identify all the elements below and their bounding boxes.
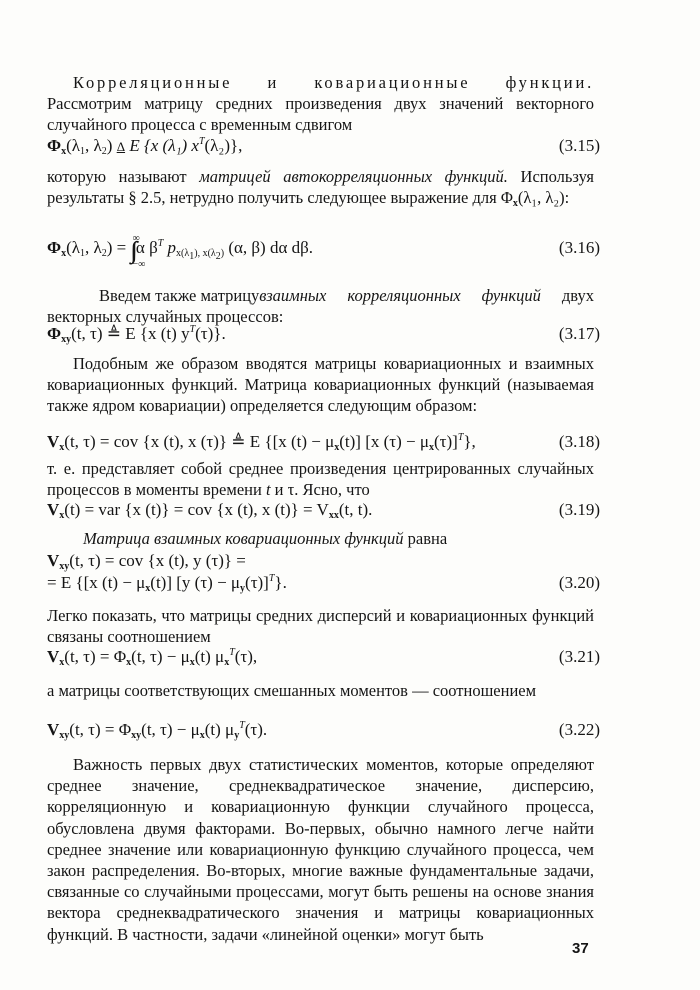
equation-number: (3.21) (558, 647, 600, 666)
equation-body: $\Phi_{xy}(t$, τ) ≜ E {x (t) $y^T(\tau)$}. (47, 324, 226, 345)
paragraph-centered-processes: т. е. представляет собой среднее произведения центрированных случайных процессов в моменты времени t и τ. Ясно, что (47, 459, 594, 500)
equation-3-18 (47, 432, 600, 456)
equation-body: $V_{xy}(t$, τ) = cov {x (t), y (τ)} = (47, 551, 246, 572)
equation-3-15 (47, 136, 600, 160)
term-autocorrelation: матрицей автокорреляционных функций. (199, 167, 508, 186)
equation-3-19 (47, 500, 600, 524)
equation-number: (3.17) (558, 324, 600, 343)
equation-body: = E {[x $(t) - \mu_x(t)$] [y $(\tau) - \mu_y(\tau)]^T$}. (47, 573, 287, 594)
equation-number: (3.18) (558, 432, 600, 451)
equation-body: $\Phi_x(\lambda_1$, $\lambda_2$) = ∫∫ ∞ −∞ α $\beta^T$ $p_{x(\lambda_1), x(\lambda_2)}$ (α, β) dα dβ. (47, 233, 314, 270)
paragraph-covariance-intro (47, 72, 594, 136)
section-heading: Корреляционные и ковариационные функции. (73, 73, 594, 92)
paragraph-relation: Легко показать, что матрицы средних дисперсий и ковариационных функций связаны соотношением (47, 606, 594, 647)
equation-number: (3.20) (558, 573, 600, 592)
equation-number: (3.15) (558, 136, 600, 155)
term-cross-correlation: взаимных корреляционных функций (259, 286, 541, 305)
equation-body: $V_x(t)$ = var {x (t)} = cov {x (t), x $(t)\} = V_{xx}(t$, t). (47, 500, 373, 521)
equation-body: $V_x(t$, $\tau) = \Phi_x(t$, $\tau) - \mu_x(t)$ $\mu_x^T(\tau)$, (47, 647, 258, 668)
equation-number: (3.16) (558, 238, 600, 257)
equation-3-20-line1 (47, 551, 600, 575)
paragraph-mixed-moments: а матрицы соответствующих смешанных моментов — соотношением (47, 681, 537, 700)
equation-number: (3.19) (558, 500, 600, 519)
integral-sign: ∫∫ ∞ −∞ (130, 233, 146, 270)
paragraph-importance: Важность первых двух статистических моментов, которые определяют среднее значение, среднеквадратическое значение, дисперсию, корреляционную и ковариационную функции случайного процесса, обусловлена двумя факторами. Во-первых, обычно намного легче найти среднее значение или ковариационную функцию случайного процесса, чем закон распределения. Во-вторых, многие важные фундаментальные задачи, связанные со случайными процессами, могут быть решены на основе знания вектора среднеквадратического значения и матрицы ковариационных функций. В частности, задачи «линейной оценки» могут быть (47, 755, 594, 944)
equation-3-20-line2 (47, 573, 600, 597)
paragraph-text: Рассмотрим матрицу средних произведения двух значений векторного случайного процесса с временным сдвигом (47, 94, 594, 135)
equation-number: (3.22) (558, 720, 600, 739)
equation-3-16 (47, 233, 600, 270)
paragraph-covariance-matrix: Подобным же образом вводятся матрицы ковариационных и взаимных ковариационных функций. Матрица ковариационных функций (называемая также ядром ковариации) определяется следующим образом: (47, 354, 594, 416)
equation-body: $\Phi_x(\lambda_1$, $\lambda_2$) Δ E {x (λ₁) $x^T(\lambda_2)$}, (47, 136, 243, 157)
equation-body: $V_x(t$, τ) = cov {x (t), x (τ)} ≜ E {[x $(t) - \mu_x(t)$] [x $(\tau) - \mu_x(\tau)]^T$}, (47, 432, 476, 453)
paragraph-autocorrelation: которую называют матрицей автокорреляционных функций. Используя результаты § 2.5, нетрудно получить следующее выражение для $\Phi_x(\lambda_1$, λ₂): (47, 167, 594, 210)
equation-3-21 (47, 647, 600, 671)
term-cross-covariance: Матрица взаимных ковариационных функций (83, 529, 404, 548)
equation-3-22 (47, 720, 600, 744)
page-number: 37 (572, 940, 589, 957)
equation-3-17 (47, 324, 600, 348)
paragraph-cross-correlation: Введем также матрицувзаимных корреляционных функций двух векторных случайных процессов: (47, 286, 595, 327)
equation-body: $V_{xy}(t$, $\tau) = \Phi_{xy}(t$, $\tau) - \mu_x(t)$ $\mu_y^T(\tau)$. (47, 720, 268, 741)
paragraph-cross-covariance: Матрица взаимных ковариационных функций равна (83, 529, 448, 548)
